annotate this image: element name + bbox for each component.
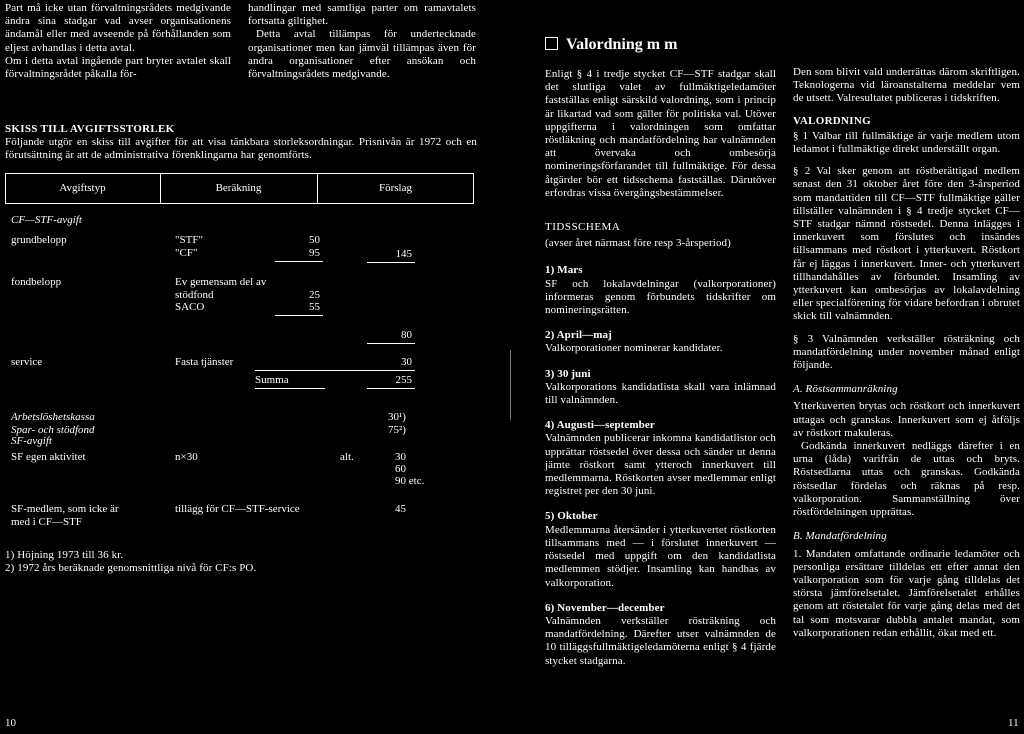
fee-table: [5, 173, 474, 538]
right-title-text: Valordning m m: [566, 36, 678, 53]
underline: [255, 370, 415, 371]
value-sf-medlem: 45: [395, 503, 406, 515]
value-spar-stodfond: 75²): [388, 424, 406, 436]
paragraph: § 2 Val sker genom att röstberättigad medlem senast den 31 oktober året före den 3-årsperiod som mandattiden till CF—STF fullmäktige gäller tillställer valnämnden i § 4 tredje stycket CF—STF stadgar nämnd röstsedel. Denna inlägges i innerkuvert som förslutes och insändes tillsammans med röstkort i ytterkuvert. Röstkort får ej läggas i innerkuvert. Inner- och ytterkuvert tillhandahålles av förbundet. Insamling av ytterkuvert kan ombesörjas av lokalavdelning eller specialförening för vidare befordran i obrutet skick till valnämnden.: [793, 165, 1020, 323]
page-number-right: 11: [1008, 717, 1019, 729]
underline: [275, 261, 323, 262]
paragraph: handlingar med samtliga parter om ramavtalets fortsatta giltighet.: [248, 2, 476, 28]
paragraph: 1. Mandaten omfattande ordinarie ledamöter och personliga ersättare tilldelas ett efter annat den valkorporation som för varje gång tilldelas det största jämförelsetalet. Jämförelsetalet erhålles genom att röstetalet för varje gång delas med det tal som motsvarar dubbla antalet mandat, som valkorporationen redan erhållit, ökat med ett.: [793, 547, 1020, 639]
paragraph: § 1 Valbar till fullmäktige är varje medlem utom ledamot i fullmäktige direkt underställt organ.: [793, 129, 1020, 156]
mid-top-column: [248, 2, 476, 81]
underline: [367, 262, 415, 263]
paragraph: Om i detta avtal ingående part bryter avtalet skall förvaltningsrådet påkalla för-: [5, 54, 231, 81]
paragraph: § 3 Valnämnden verkställer rösträkning och mandatfördelning under november månad enligt följande.: [793, 332, 1020, 372]
value-stodfond: 25: [309, 289, 320, 301]
summa-label: Summa: [255, 374, 289, 386]
underline: [367, 388, 415, 389]
row-label-fondbelopp: fondbelopp: [11, 276, 62, 288]
checkbox-icon: [545, 37, 558, 50]
step-6-body: Valnämnden verkställer rösträkning och mandatfördelning. Därefter utser valnämnden de 10 tilläggsfullmäktigeledamöterna enligt § 4 fjärde stycket stadgarna.: [545, 614, 776, 667]
step-5-body: Medlemmarna återsänder i ytterkuvertet röstkorten tillsammans med — i förslutet innerkuvert — röstsedel med uppgift om den kandidatlista medlemmen stödjer. Insamling kan handhas av valkorporation.: [545, 523, 776, 589]
paragraph: Detta avtal tillämpas för undertecknade organisationer men kan jämväl tillämpas även för andra organisationer efter ansökan och förvaltningsrådets medgivande.: [248, 28, 476, 81]
sf-egen-value-2: 60: [395, 463, 406, 475]
calc-saco: SACO: [175, 301, 205, 313]
page-number-left: 10: [5, 717, 16, 729]
row-label-sf-egen: SF egen aktivitet: [11, 451, 86, 463]
footnote-2: 2) 1972 års beräknade genomsnittliga nivå för CF:s PO.: [5, 562, 257, 574]
step-1-heading: 1) Mars: [545, 264, 583, 277]
row-label-arbetsloshetskassa: Arbetslöshetskassa: [11, 411, 95, 423]
calc-stf: "STF": [175, 234, 203, 246]
paragraph: Godkända innerkuvert nedläggs därefter i en urna (låda) varifrån de uttas och bryts. Röstsedlarna uttas och granskas. Godkända röstsedlar fördelas och räknas på resp. valkorporation. Sammanställning över röstfördelningen upprättas.: [793, 440, 1020, 519]
underline: [275, 315, 323, 316]
value-arbetsloshetskassa: 30¹): [388, 411, 406, 423]
step-6-heading: 6) November—december: [545, 601, 665, 614]
skiss-intro: Följande utgör en skiss till avgifter för att visa tänkbara storleksordningar. Prisnivån är 1972 och en förutsättning är att de administrativa förenklingarna har genomförts.: [5, 136, 477, 162]
cf-stf-label: CF—STF-avgift: [11, 214, 82, 226]
calc-gemensam: Ev gemensam del av: [175, 276, 267, 288]
sum-grundbelopp: 145: [395, 248, 412, 260]
page-gutter-line: [510, 350, 511, 420]
row-label-sf-medlem-2: med i CF—STF: [11, 516, 82, 528]
sf-avgift-label: SF-avgift: [11, 435, 52, 447]
step-5-heading: 5) Oktober: [545, 510, 598, 523]
calc-cf: "CF": [175, 247, 198, 259]
step-3-body: Valkorporations kandidatlista skall vara inlämnad till valnämnden.: [545, 380, 776, 407]
sum-service: 30: [401, 356, 412, 368]
column-c: [545, 68, 776, 668]
table-header-forslag: Förslag: [379, 182, 412, 194]
step-2-body: Valkorporationer nominerar kandidater.: [545, 342, 723, 355]
right-title: [545, 36, 677, 54]
calc-stodfond: stödfond: [175, 289, 214, 301]
sum-fondbelopp: 80: [401, 329, 412, 341]
footnote-1: 1) Höjning 1973 till 36 kr.: [5, 549, 124, 561]
paragraph: Ytterkuverten brytas och röstkort och innerkuvert uttagas och granskas. Innerkuvert som ej åtföljs av röstkort makuleras.: [793, 400, 1020, 439]
row-label-service: service: [11, 356, 43, 368]
paragraph: Den som blivit vald underrättas därom skriftligen. Teknologerna vid läroanstalterna meddelar vem de utsett. Valresultatet publiceras i tidskriften.: [793, 66, 1020, 105]
table-header-rule: [5, 203, 474, 204]
column-d: [793, 66, 1020, 640]
table-border-top: [5, 173, 474, 174]
paragraph: Enligt § 4 i tredje stycket CF—STF stadgar skall det slutliga valet av fullmäktigeledamöter fastställas enligt särskild valordning, som i princip är likartad vad som gäller för politiska val. Utöver uppgifterna i valordningen som omfattar röstläkning och mandatfördelning har valnämnden att övervaka och ombesörja nomineringsförfarandet till fullmäktige. För dessa åtgärder bör ett tidsschema fastställas. Därutöver erfordras vissa övergångsbestämmelser.: [545, 68, 776, 199]
table-header-berakning: Beräkning: [215, 182, 262, 194]
alt-label: alt.: [340, 451, 354, 463]
step-2-heading: 2) April—maj: [545, 329, 612, 342]
step-3-heading: 3) 30 juni: [545, 367, 591, 380]
a-heading: A. Röstsammanräkning: [793, 383, 898, 396]
step-4-body: Valnämnden publicerar inkomna kandidatlistor och upprättar röstsedel över dessa och sänder ut denna jämte röstkort samt ytteroch innerkuvert till medlemmarna. Röstkorten avser medlemmar enligt registret per den 30 juni.: [545, 432, 776, 498]
row-label-grundbelopp: grundbelopp: [11, 234, 67, 246]
underline: [367, 343, 415, 344]
sf-egen-value-3: 90 etc.: [395, 475, 425, 487]
tidsschema-heading: TIDSSCHEMA: [545, 221, 621, 234]
step-4-heading: 4) Augusti—september: [545, 419, 655, 432]
step-1-body: SF och lokalavdelningar (valkorporationer) informeras genom förbundets tidskrifter om nomineringsrätten.: [545, 277, 776, 317]
tidsschema-sub: (avser året närmast före resp 3-årsperiod): [545, 237, 731, 250]
table-header-avgiftstyp: Avgiftstyp: [59, 182, 106, 194]
row-label-spar-stodfond: Spar- och stödfond: [11, 424, 95, 436]
sf-egen-value-1: 30: [395, 451, 406, 463]
underline: [255, 388, 325, 389]
value-cf: 95: [309, 247, 320, 259]
valordning-heading: VALORDNING: [793, 114, 871, 127]
skiss-heading: SKISS TILL AVGIFTSSTORLEK: [5, 123, 175, 135]
calc-tillagg: tillägg för CF—STF-service: [175, 503, 300, 515]
row-label-sf-medlem: SF-medlem, som icke är: [11, 503, 119, 515]
left-top-column: [5, 2, 231, 81]
value-saco: 55: [309, 301, 320, 313]
paragraph: Part må icke utan förvaltningsrådets medgivande ändra sina stadgar vad avser organisationens ändamål eller med avseende på förhållanden som eljest avhandlas i detta avtal.: [5, 2, 231, 54]
calc-fasta-tjanster: Fasta tjänster: [175, 356, 234, 368]
value-stf: 50: [309, 234, 320, 246]
b-heading: B. Mandatfördelning: [793, 530, 887, 543]
calc-n-times-30: n×30: [175, 451, 198, 463]
summa-value: 255: [395, 374, 412, 386]
